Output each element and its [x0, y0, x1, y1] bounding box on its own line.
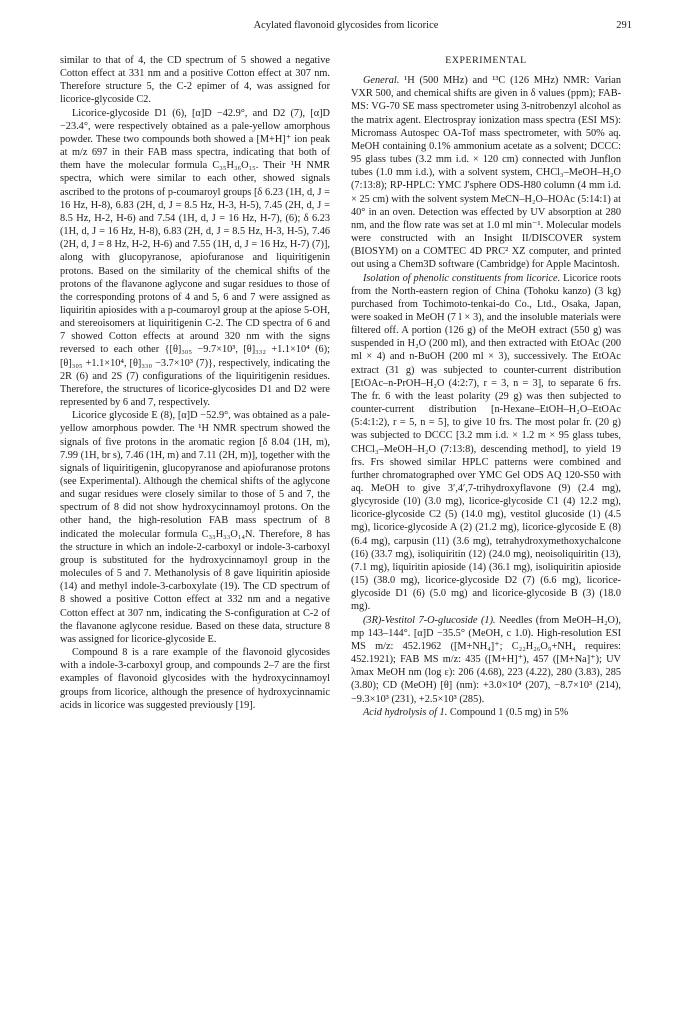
paragraph: [351, 74, 621, 271]
paragraph: [351, 706, 621, 719]
paragraph-lead: Isolation of phenolic constituents from licorice.: [363, 272, 561, 284]
paragraph: [351, 272, 621, 614]
paragraph-lead: General.: [363, 75, 400, 87]
page-number: 291: [616, 20, 632, 31]
running-header: [60, 20, 632, 36]
paragraph-lead: Acid hydrolysis of 1.: [363, 706, 448, 718]
paragraph: Licorice-glycoside D1 (6), [α]D −42.9°, and D2 (7), [α]D −23.4°, were respectively obtained as a pale-yellow amorphous powder. These two compounds both showed a [M+H]⁺ ion peak at m/z 697 in their FAB mass spectra, indicating that both of them have the molecular formula C₃₅H₃₆O₁₅. Their ¹H NMR spectra, which were similar to each other, showed signals ascribed to the protons of p-coumaroyl groups [δ 6.23 (1H, d, J = 16 Hz, H-8), 6.83 (2H, d, J = 8.5 Hz, H-3, H-5), 7.45 (2H, d, J = 8.5 Hz, H-2, H-6) and 7.54 (1H, d, J = 16 Hz, H-7), (6); δ 6.23 (1H, d, J = 16 Hz, H-8), 6.83 (2H, d, J = 8.5 Hz, H-3, H-5), 7.46 (2H, d, J = 8 Hz, H-2, H-6) and 7.55 (1H, d, J = 16 Hz, H-7) (7)], along with glucopyranose, apiofuranose and liquiritigenin protons. Based on the similarity of the chemical shifts of the protons of the flavanone aglycone and sugar residues to those of the corresponding protons of 4 and 5, 6 and 7 were assigned as liquiritin apiosides with a p-coumaroyl group at the apiose 5-OH, and stereoisomers at liquiritigenin C-2. The CD spectra of 6 and 7 showed Cotton effects at around 320 nm with the signs reversed to each other {[θ]₃₀₅ −9.7×10³, [θ]₃₃₂ +1.1×10⁴ (6); [θ]₃₀₅ +1.1×10⁴, [θ]₃₃₀ −3.7×10³ (7)}, respectively, indicating the 2R (6) and 2S (7) configurations of the liquiritigenin residues. Therefore, the structures of licorice-glycosides D1 and D2 were represented by 6 and 7, respectively.: [60, 107, 330, 409]
section-heading: EXPERIMENTAL: [445, 55, 527, 66]
right-column: [351, 54, 621, 719]
left-column: [60, 54, 330, 712]
paragraph: [351, 614, 621, 706]
paragraph-lead: (3R)-Vestitol 7-O-glucoside (1).: [363, 614, 496, 626]
paragraph-text: ¹H (500 MHz) and ¹³C (126 MHz) NMR: Varian VXR 500, and chemical shifts are given in δ values (ppm); FAB-MS: VG-70 SE mass spectrometer using 3-nitrobenzyl alcohol as the matrix agent. Electrospray ionization mass spectra (ESI MS): Micromass Autospec OA-Tof mass spectrometer, with 50% aq. MeOH containing 0.1% ammonium acetate as a solvent; DCCC: 95 glass tubes (3.2 mm i.d. × 120 cm) connected with Junflon tubes (1.0 mm i.d.), with a solvent system, CHCl₃–MeOH–H₂O (7:13:8); RP-HPLC: YMC J'sphere ODS-H80 column (4 mm i.d. × 25 cm) with the solvent system MeCN–H₂O–HOAc (5:14:1) at 40° in an oven. Detection was effected by UV absorption at 280 nm, and the flow rate was set at 1.0 ml min⁻¹. Molecular models were constructed with an Insight II/DISCOVER system (BIOSYM) on a COMTEC 4D PRC² XZ computer, and printed out using a Chem3D software (Cambridge) for Apple Macintosh.: [351, 75, 621, 271]
paragraph: Licorice glycoside E (8), [α]D −52.9°, was obtained as a pale-yellow amorphous powder. The ¹H NMR spectrum showed the signals of five protons in the aromatic region [δ 8.04 (1H, m), 7.99 (1H, br s), 7.46 (1H, m) and 7.11 (2H, m)], together with the signals of liquiritigenin, glucopyranose and apiofuranose protons (see Experimental). Although the chemical shifts of the aglycone and sugar residues were closely similar to those of 5 and 7, the spectrum of 8 did not show hydroxycinnamoyl protons. On the other hand, the high-resolution FAB mass spectrum of 8 indicated the molecular formula C₃₃H₃₃O₁₄N. Therefore, 8 has the structure in which an indole-2-carboxyl or indole-3-carboxyl group is substituted for the hydroxycinnamoyl group in the molecules of 5 and 7. Methanolysis of 8 gave liquiritin apioside (14) and methyl indole-3-carboxylate (19). The CD spectrum of 8 showed a positive Cotton effect at 332 nm and a negative Cotton effect at 307 nm, indicating the S-configuration at C-2 of the flavanone aglycone residue. Based on these data, structure 8 was assigned for licorice-glycoside E.: [60, 410, 330, 645]
paragraph: similar to that of 4, the CD spectrum of 5 showed a negative Cotton effect at 331 nm and a positive Cotton effect at 307 nm. Therefore structure 5, the C-2 epimer of 4, was assigned for licorice-glycoside C2.: [60, 55, 330, 106]
paragraph-text: Licorice roots from the North-eastern region of China (Tohoku kanzo) (3 kg) purchased from Tochimoto-tenkai-do Co., Ltd., Osaka, Japan, were soaked in MeOH (7 l × 3), and the insoluble materials were filtered off. A portion (126 g) of the MeOH extract (550 g) was suspended in H₂O (200 ml), and then extracted with EtOAc (200 ml × 4) and n-BuOH (200 ml × 3), successively. The EtOAc extract (31 g) was subjected to counter-current distribution [EtOAc–n-PrOH–H₂O (4:2:7), r = 3, n = 3], to separate 6 frs. The fr. 6 with the least polarity (29 g) was then subjected to counter-current distribution [n-Hexane–EtOH–H₂O–EtOAc (5:4:1:2), r = 5, n = 5], to give 10 frs. The most polar fr. (20 g) was subjected to DCCC [3.2 mm i.d. × 1.2 m × 95 glass tubes, CHCl₃–MeOH–H₂O (7:13:8), descending method], to yield 19 frs. Frs showed similar HPLC patterns were combined and further chromatographed over YMC Gel ODS AQ 120-S50 with aq. MeOH to give 3′,4′,7-trihydroxyflavone (9) (2.4 mg), glycyroside (10) (3.0 mg), licorice-glycoside C1 (4) 12.2 mg), licorice-glycoside C2 (5) (14.0 mg), vestitol glucoside (1) (4.5 mg), licorice-glycoside A (2) (21.2 mg), licorice-glycoside E (8) (6.4 mg), carpusin (11) (3.6 mg), tetrahydroxymethoxychalcone (16) (33.7 mg), isoliquiritin (12) (24.0 mg), neoisoliquiritin (13), (7.1 mg), liquiritin apioside (14) (36.1 mg), isoliquiritin apioside (15) (38.0 mg), licorice-glycoside D2 (7) (6.6 mg), licorice-glycoside D1 (6) (5.0 mg) and licorice-glycoside B (3) (18.0 mg).: [351, 272, 622, 613]
paragraph-text: Needles (from MeOH–H₂O), mp 143–144°. [α]D −35.5° (MeOH, c 1.0). High-resolution ESI MS m/z: 452.1962 ([M+NH₄]⁺; C₂₂H₂₆O₉+NH₄ requires: 452.1921); FAB MS m/z: 435 ([M+H]⁺), 457 ([M+Na]⁺); UV λmax MeOH nm (log ε): 206 (4.68), 223 (4.22), 280 (3.83), 285 (3.80); CD (MeOH) [θ] (nm): +3.0×10⁴ (207), −8.7×10³ (214), −9.3×10³ (231), +2.5×10³ (285).: [351, 614, 621, 705]
running-title: Acylated flavonoid glycosides from licorice: [253, 20, 439, 31]
paragraph-text: Compound 1 (0.5 mg) in 5%: [447, 706, 569, 718]
paragraph: Compound 8 is a rare example of the flavonoid glycosides with a indole-3-carboxyl group, and compounds 2–7 are the first examples of flavonoid glycosides with the hydroxycinnamoyl groups from licorice, although the presence of hydroxycinnamic acids in licorice was suggested previously [19].: [60, 647, 330, 711]
